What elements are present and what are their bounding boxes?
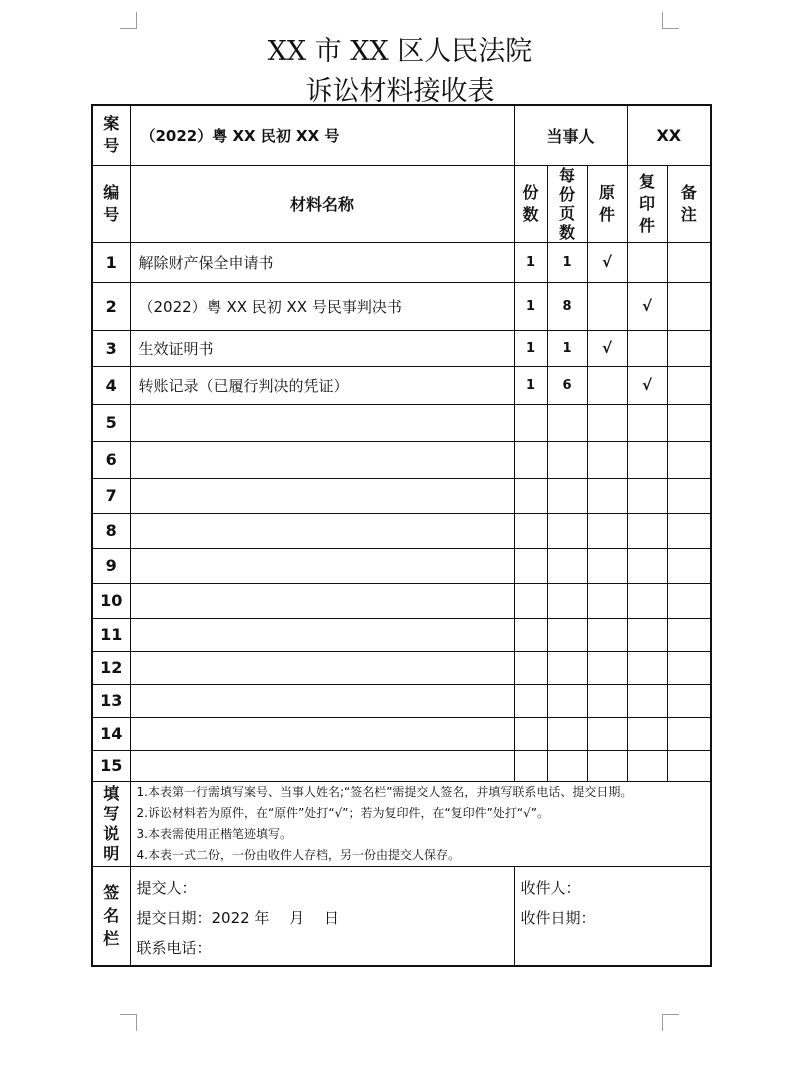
- photocopy-header: 复 印 件: [627, 165, 667, 242]
- instruction-line: 2.诉讼材料若为原件，在“原件”处打“√”；若为复印件，在“复印件”处打“√”。: [136, 805, 549, 820]
- photocopy-check-cell[interactable]: [627, 717, 667, 750]
- photocopy-check-cell[interactable]: [627, 330, 667, 366]
- instructions-label: 填 写 说 明: [92, 781, 130, 866]
- material-name-cell[interactable]: [130, 404, 514, 441]
- original-check-cell[interactable]: [587, 441, 627, 478]
- material-name-cell[interactable]: [130, 684, 514, 717]
- material-receipt-table: [91, 104, 712, 967]
- submitter-field[interactable]: 提交人：: [136, 878, 197, 897]
- row-number: 8: [92, 513, 130, 548]
- pages-cell[interactable]: [547, 513, 587, 548]
- pages-cell[interactable]: [547, 478, 587, 513]
- original-check-cell[interactable]: [587, 366, 627, 404]
- material-name-cell[interactable]: [130, 717, 514, 750]
- material-name-cell[interactable]: [130, 478, 514, 513]
- original-check-cell[interactable]: √: [587, 330, 627, 366]
- copies-cell[interactable]: 1: [514, 330, 547, 366]
- pages-cell[interactable]: 8: [547, 282, 587, 330]
- signature-label: 签 名 栏: [92, 866, 130, 966]
- case-number[interactable]: （2022）粤 XX 民初 XX 号: [130, 105, 514, 165]
- original-check-cell[interactable]: [587, 717, 627, 750]
- material-name-cell[interactable]: [130, 548, 514, 583]
- row-number: 6: [92, 441, 130, 478]
- original-check-cell[interactable]: [587, 651, 627, 684]
- signature-row: [92, 866, 711, 966]
- row-number: 13: [92, 684, 130, 717]
- row-number: 11: [92, 618, 130, 651]
- remarks-cell[interactable]: [667, 717, 711, 750]
- material-row: [92, 651, 711, 684]
- pages-cell[interactable]: [547, 750, 587, 781]
- crop-mark-bottom-left: [120, 1014, 137, 1031]
- row-number: 3: [92, 330, 130, 366]
- material-row: [92, 750, 711, 781]
- material-row: [92, 548, 711, 583]
- photocopy-check-cell[interactable]: [627, 441, 667, 478]
- copies-cell[interactable]: [514, 478, 547, 513]
- pages-cell[interactable]: [547, 651, 587, 684]
- remarks-cell[interactable]: [667, 684, 711, 717]
- material-row: [92, 513, 711, 548]
- remarks-cell[interactable]: [667, 242, 711, 282]
- court-title: XX 市 XX 区人民法院: [267, 36, 533, 67]
- remarks-cell[interactable]: [667, 651, 711, 684]
- remarks-cell[interactable]: [667, 750, 711, 781]
- row-number: 4: [92, 366, 130, 404]
- original-check-cell[interactable]: [587, 513, 627, 548]
- pages-cell[interactable]: 6: [547, 366, 587, 404]
- photocopy-check-cell[interactable]: √: [627, 282, 667, 330]
- photocopy-check-cell[interactable]: [627, 583, 667, 618]
- remarks-cell[interactable]: [667, 513, 711, 548]
- remarks-cell[interactable]: [667, 366, 711, 404]
- copies-cell[interactable]: 1: [514, 282, 547, 330]
- pages-cell[interactable]: [547, 717, 587, 750]
- copies-cell[interactable]: [514, 513, 547, 548]
- crop-mark-top-left: [120, 12, 137, 29]
- material-row: [92, 242, 711, 282]
- original-check-cell[interactable]: [587, 583, 627, 618]
- material-row: [92, 583, 711, 618]
- row-number: 15: [92, 750, 130, 781]
- copies-cell[interactable]: [514, 651, 547, 684]
- pages-cell[interactable]: [547, 404, 587, 441]
- copies-cell[interactable]: [514, 583, 547, 618]
- material-row: [92, 618, 711, 651]
- party-label: 当事人: [514, 105, 627, 165]
- remarks-cell[interactable]: [667, 282, 711, 330]
- original-check-cell[interactable]: [587, 750, 627, 781]
- row-number: 1: [92, 242, 130, 282]
- remarks-cell[interactable]: [667, 583, 711, 618]
- submit-date-field[interactable]: 提交日期：2022 年 月 日: [136, 908, 339, 927]
- pages-cell[interactable]: [547, 548, 587, 583]
- receiver-field[interactable]: 收件人：: [520, 878, 581, 897]
- row-number: 9: [92, 548, 130, 583]
- instructions-row: [92, 781, 711, 866]
- material-name-cell[interactable]: [130, 750, 514, 781]
- pages-cell[interactable]: [547, 684, 587, 717]
- copies-header: 份 数: [514, 165, 547, 242]
- phone-field[interactable]: 联系电话：: [136, 938, 212, 957]
- original-check-cell[interactable]: [587, 618, 627, 651]
- remarks-cell[interactable]: [667, 330, 711, 366]
- original-check-cell[interactable]: [587, 282, 627, 330]
- column-header-row: [92, 165, 711, 242]
- material-row: [92, 684, 711, 717]
- material-name-cell[interactable]: （2022）粤 XX 民初 XX 号民事判决书: [130, 282, 514, 330]
- row-number: 5: [92, 404, 130, 441]
- receive-date-field[interactable]: 收件日期：: [520, 908, 596, 927]
- case-label: 案 号: [92, 105, 130, 165]
- material-row: [92, 478, 711, 513]
- original-header: 原 件: [587, 165, 627, 242]
- crop-mark-bottom-right: [662, 1014, 679, 1031]
- receiver-section: [514, 866, 711, 966]
- material-name-cell[interactable]: [130, 583, 514, 618]
- remarks-header: 备 注: [667, 165, 711, 242]
- material-name-cell[interactable]: 生效证明书: [130, 330, 514, 366]
- material-row: [92, 282, 711, 330]
- original-check-cell[interactable]: [587, 548, 627, 583]
- material-name-cell[interactable]: [130, 651, 514, 684]
- copies-cell[interactable]: 1: [514, 242, 547, 282]
- crop-mark-top-right: [662, 12, 679, 29]
- material-row: [92, 441, 711, 478]
- photocopy-check-cell[interactable]: [627, 618, 667, 651]
- original-check-cell[interactable]: [587, 478, 627, 513]
- pages-cell[interactable]: [547, 441, 587, 478]
- original-check-cell[interactable]: [587, 684, 627, 717]
- photocopy-check-cell[interactable]: [627, 404, 667, 441]
- submitter-section: [130, 866, 514, 966]
- copies-cell[interactable]: 1: [514, 366, 547, 404]
- remarks-cell[interactable]: [667, 441, 711, 478]
- remarks-cell[interactable]: [667, 548, 711, 583]
- remarks-cell[interactable]: [667, 404, 711, 441]
- form-title: 诉讼材料接收表: [305, 76, 495, 107]
- material-row: [92, 330, 711, 366]
- row-number: 7: [92, 478, 130, 513]
- pages-cell[interactable]: 1: [547, 242, 587, 282]
- party-value[interactable]: XX: [627, 105, 711, 165]
- material-row: [92, 404, 711, 441]
- row-number: 2: [92, 282, 130, 330]
- copies-cell[interactable]: [514, 548, 547, 583]
- photocopy-check-cell[interactable]: [627, 242, 667, 282]
- material-name-cell[interactable]: [130, 618, 514, 651]
- instructions-text: [130, 781, 711, 866]
- photocopy-check-cell[interactable]: [627, 651, 667, 684]
- copies-cell[interactable]: [514, 404, 547, 441]
- pages-header: 每 份 页 数: [547, 165, 587, 242]
- material-row: [92, 717, 711, 750]
- pages-cell[interactable]: 1: [547, 330, 587, 366]
- photocopy-check-cell[interactable]: [627, 513, 667, 548]
- copies-cell[interactable]: [514, 618, 547, 651]
- photocopy-check-cell[interactable]: [627, 750, 667, 781]
- original-check-cell[interactable]: [587, 404, 627, 441]
- material-name-cell[interactable]: 转账记录（已履行判决的凭证）: [130, 366, 514, 404]
- instruction-line: 1.本表第一行需填写案号、当事人姓名;“签名栏”需提交人签名，并填写联系电话、提交日期。: [136, 784, 633, 799]
- instruction-line: 3.本表需使用正楷笔迹填写。: [136, 826, 292, 841]
- photocopy-check-cell[interactable]: √: [627, 366, 667, 404]
- row-number: 14: [92, 717, 130, 750]
- row-number: 10: [92, 583, 130, 618]
- photocopy-check-cell[interactable]: [627, 684, 667, 717]
- material-name-cell[interactable]: [130, 441, 514, 478]
- pages-cell[interactable]: [547, 618, 587, 651]
- remarks-cell[interactable]: [667, 478, 711, 513]
- photocopy-check-cell[interactable]: [627, 478, 667, 513]
- instruction-line: 4.本表一式二份，一份由收件人存档，另一份由提交人保存。: [136, 847, 460, 862]
- material-name-cell[interactable]: 解除财产保全申请书: [130, 242, 514, 282]
- copies-cell[interactable]: [514, 717, 547, 750]
- index-header: 编 号: [92, 165, 130, 242]
- row-number: 12: [92, 651, 130, 684]
- material-name-cell[interactable]: [130, 513, 514, 548]
- material-row: [92, 366, 711, 404]
- pages-cell[interactable]: [547, 583, 587, 618]
- case-row: [92, 105, 711, 165]
- copies-cell[interactable]: [514, 441, 547, 478]
- photocopy-check-cell[interactable]: [627, 548, 667, 583]
- copies-cell[interactable]: [514, 750, 547, 781]
- material-name-header: 材料名称: [130, 165, 514, 242]
- remarks-cell[interactable]: [667, 618, 711, 651]
- original-check-cell[interactable]: √: [587, 242, 627, 282]
- copies-cell[interactable]: [514, 684, 547, 717]
